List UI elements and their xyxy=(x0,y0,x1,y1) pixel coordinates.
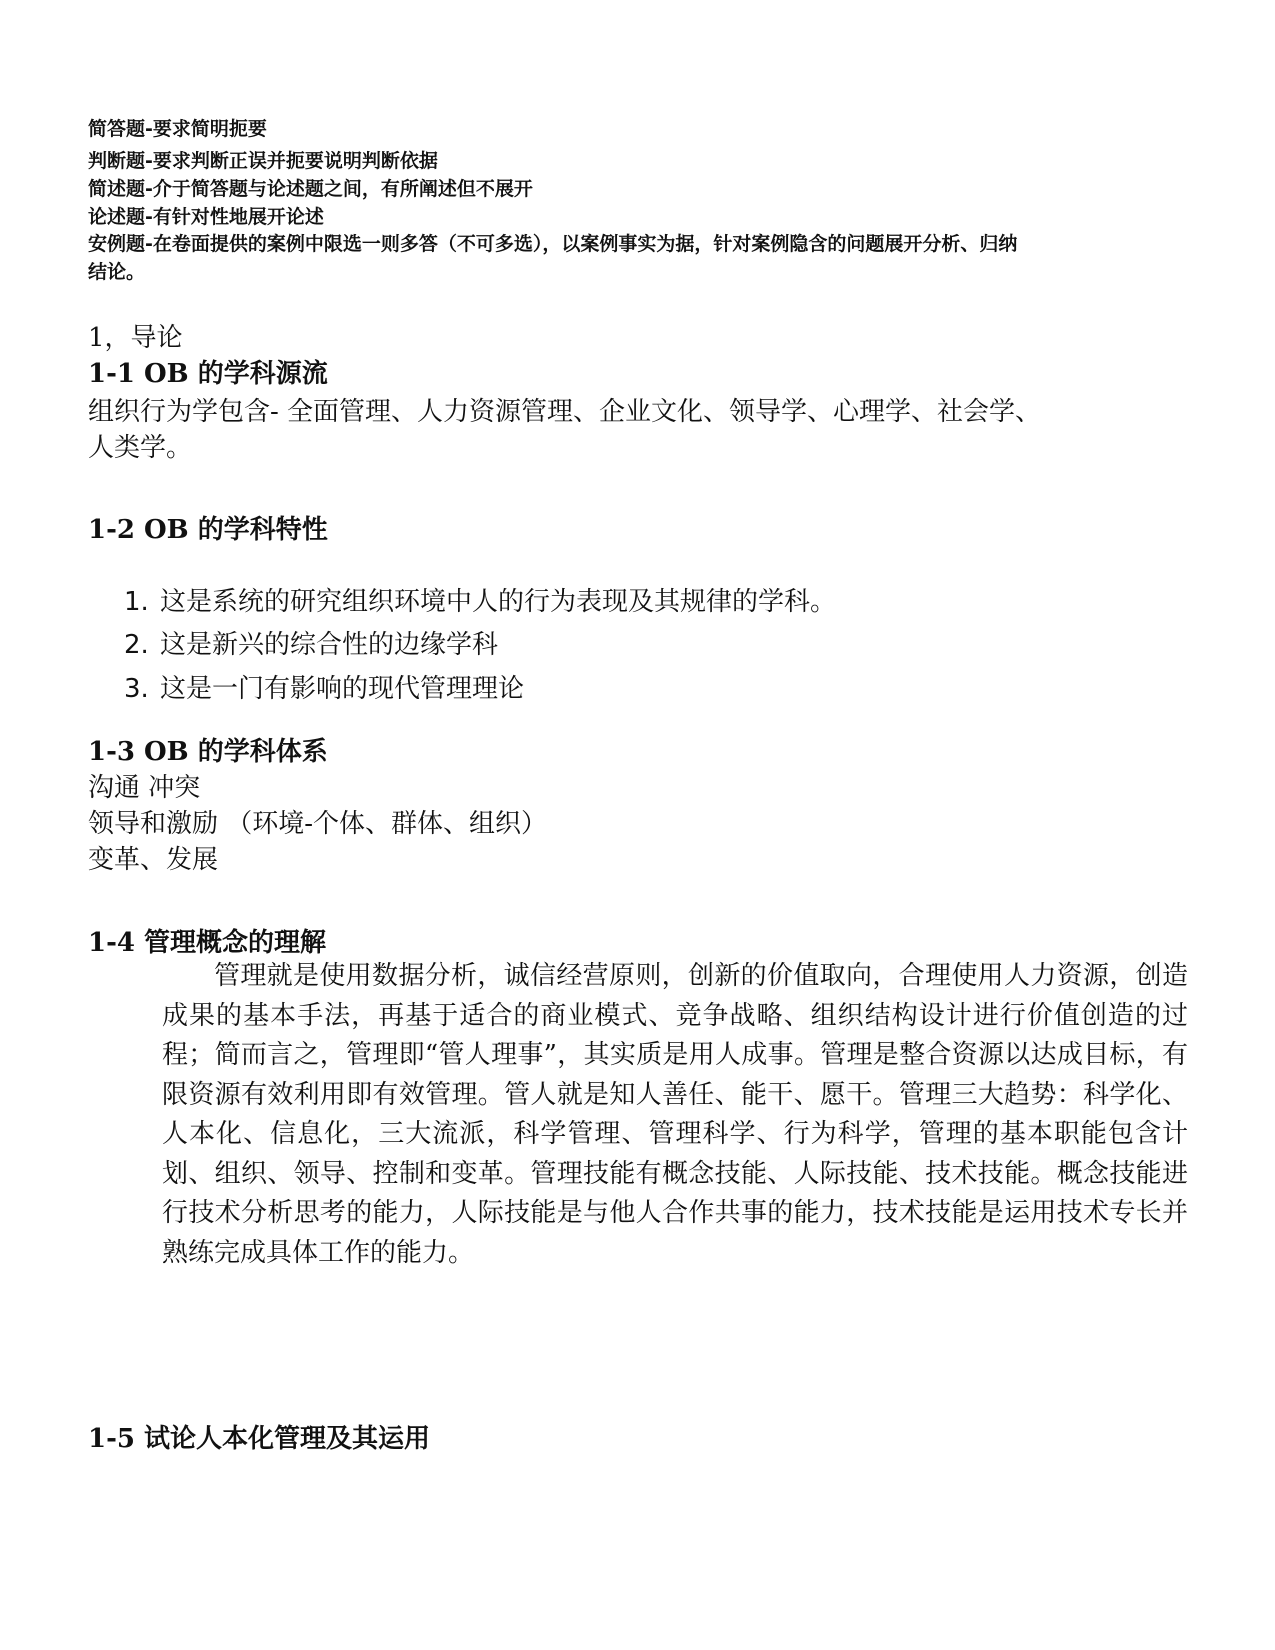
section-1-4-heading: 1-4 管理概念的理解 xyxy=(88,928,327,958)
list-item xyxy=(124,581,836,618)
section-1-2-heading: 1-2 OB 的学科特性 xyxy=(88,515,328,545)
instruction-essay: 论述题-有针对性地展开论述 xyxy=(88,206,324,228)
list-item-text: 这是系统的研究组织环境中人的行为表现及其规律的学科。 xyxy=(160,587,837,617)
list-item-number: 1. xyxy=(124,587,149,617)
list-item-text: 这是新兴的综合性的边缘学科 xyxy=(160,630,499,660)
instruction-true-false: 判断题-要求判断正误并扼要说明判断依据 xyxy=(88,150,438,172)
instruction-case-study: 安例题-在卷面提供的案例中限选一则多答（不可多选），以案例事实为据，针对案例隐含的问题展开分析、归纳 xyxy=(88,233,1018,255)
section-1-5-heading: 1-5 试论人本化管理及其运用 xyxy=(88,1424,431,1454)
list-item-number: 2. xyxy=(124,630,149,660)
section-1-3-line: 变革、发展 xyxy=(88,845,219,875)
list-item-number: 3. xyxy=(124,674,149,704)
section-1-3-line: 沟通 冲突 xyxy=(88,773,201,803)
section-1-1-heading: 1-1 OB 的学科源流 xyxy=(88,359,328,389)
section-1-3-heading: 1-3 OB 的学科体系 xyxy=(88,737,328,767)
instruction-case-study-continued: 结论。 xyxy=(88,261,146,283)
list-item xyxy=(124,624,498,661)
section-1-1-line: 人类学。 xyxy=(88,433,193,463)
section-1-4-paragraph: 管理就是使用数据分析，诚信经营原则，创新的价值取向，合理使用人力资源，创造成果的基本手法，再基于适合的商业模式、竞争战略、组织结构设计进行价值创造的过程；简而言之，管理即“管人理事”，其实质是用人成事。管理是整合资源以达成目标，有限资源有效利用即有效管理。管人就是知人善任、能干、愿干。管理三大趋势：科学化、人本化、信息化，三大流派，科学管理、管理科学、行为科学，管理的基本职能包含计划、组织、领导、控制和变革。管理技能有概念技能、人际技能、技术技能。概念技能进行技术分析思考的能力，人际技能是与他人合作共事的能力，技术技能是运用技术专长并熟练完成具体工作的能力。 xyxy=(162,961,1188,1268)
list-item xyxy=(124,668,524,705)
section-1-1-line: 组织行为学包含- 全面管理、人力资源管理、企业文化、领导学、心理学、社会学、 xyxy=(88,397,1042,427)
list-item-text: 这是一门有影响的现代管理理论 xyxy=(160,674,525,704)
instruction-brief-essay: 简述题-介于简答题与论述题之间，有所阐述但不展开 xyxy=(88,178,533,200)
instruction-short-answer: 简答题-要求简明扼要 xyxy=(88,118,267,140)
section-1-3-line: 领导和激励 （环境-个体、群体、组织） xyxy=(88,809,548,839)
chapter-title: 1，导论 xyxy=(88,323,183,353)
